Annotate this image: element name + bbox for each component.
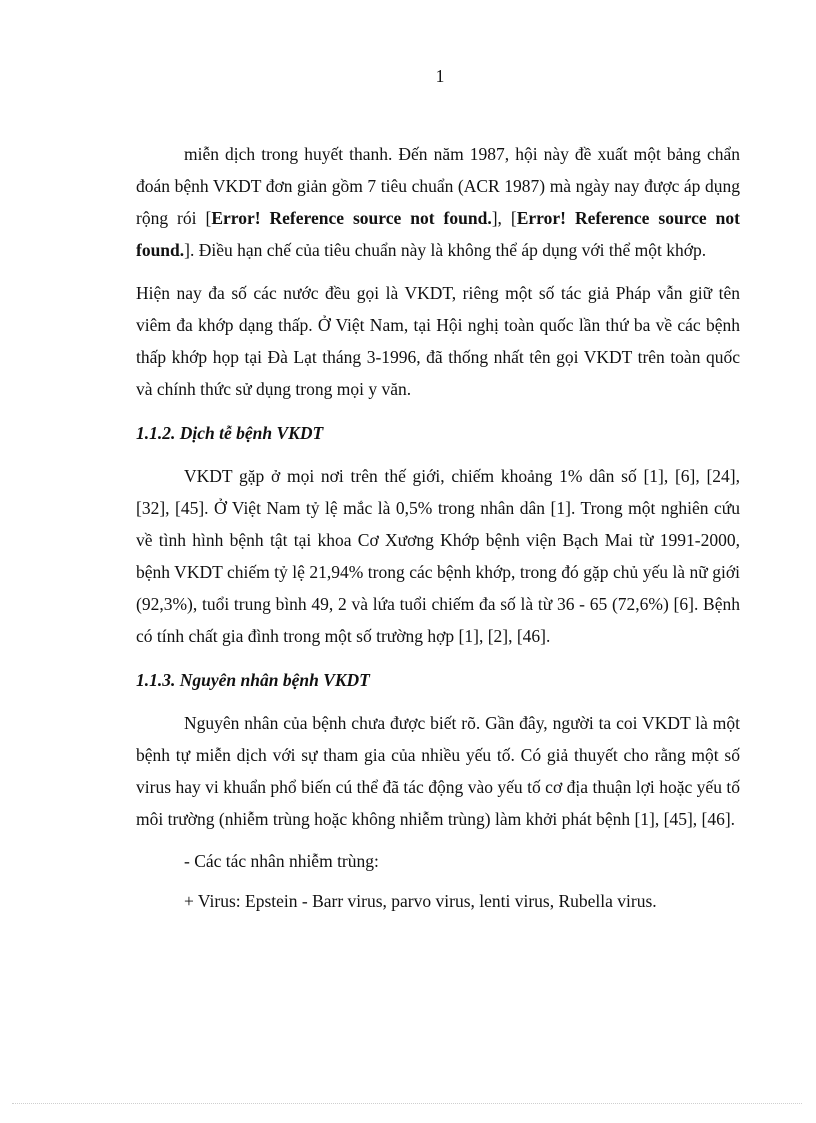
- paragraph-text: miễn dịch trong huyết thanh. Đến năm 1987, hội này đề xuất một bảng chẩn đoán bệnh VKDT đơn giản gồm 7 tiêu chuẩn (ACR 1987) mà ngày nay được áp dụng rộng rói [: [136, 144, 740, 228]
- error-reference: Error! Reference source not found.: [211, 208, 492, 228]
- paragraph-naming: Hiện nay đa số các nước đều gọi là VKDT, riêng một số tác giả Pháp vẫn giữ tên viêm đa khớp dạng thấp. Ở Việt Nam, tại Hội nghị toàn quốc lần thứ ba về các bệnh thấp khớp họp tại Đà Lạt tháng 3-1996, đã thống nhất tên gọi VKDT trên toàn quốc và chính thức sử dụng trong mọi y văn.: [136, 283, 740, 399]
- paragraph-etiology: Nguyên nhân của bệnh chưa được biết rõ. Gần đây, người ta coi VKDT là một bệnh tự miễn dịch với sự tham gia của nhiều yếu tố. Có giả thuyết cho rằng một số virus hay vi khuẩn phổ biến cú thể đã tác động vào yếu tố cơ địa thuận lợi hoặc yếu tố môi trường (nhiễm trùng hoặc không nhiễm trùng) làm khởi phát bệnh [1], [45], [46].: [136, 713, 740, 829]
- list-item-virus: + Virus: Epstein - Barr virus, parvo virus, lenti virus, Rubella virus.: [184, 891, 657, 911]
- section-heading-epidemiology: 1.1.2. Dịch tễ bệnh VKDT: [136, 423, 324, 443]
- page-bottom-divider: [12, 1103, 802, 1104]
- page-number: 1: [435, 66, 445, 86]
- error-reference: Error! Reference source not found.: [136, 208, 740, 260]
- paragraph-epidemiology: VKDT gặp ở mọi nơi trên thế giới, chiếm khoảng 1% dân số [1], [6], [24], [32], [45]. Ở Việt Nam tỷ lệ mắc là 0,5% trong nhân dân [1]. Trong một nghiên cứu về tình hình bệnh tật tại khoa Cơ Xương Khớp bệnh viện Bạch Mai từ 1991-2000, bệnh VKDT chiếm tỷ lệ 21,94% trong các bệnh khớp, trong đó gặp chủ yếu là nữ giới (92,3%), tuổi trung bình 49, 2 và lứa tuổi chiếm đa số là từ 36 - 65 (72,6%) [6]. Bệnh có tính chất gia đình trong một số trường hợp [1], [2], [46].: [136, 466, 740, 646]
- paragraph-acr-criteria: [136, 138, 740, 266]
- document-body: [136, 138, 740, 917]
- paragraph-text: ], [: [491, 208, 517, 228]
- list-item-infectious-agents: - Các tác nhân nhiễm trùng:: [184, 851, 379, 871]
- section-heading-etiology: 1.1.3. Nguyên nhân bệnh VKDT: [136, 670, 370, 690]
- paragraph-text: ]. Điều hạn chế của tiêu chuẩn này là không thể áp dụng với thể một khớp.: [184, 240, 707, 260]
